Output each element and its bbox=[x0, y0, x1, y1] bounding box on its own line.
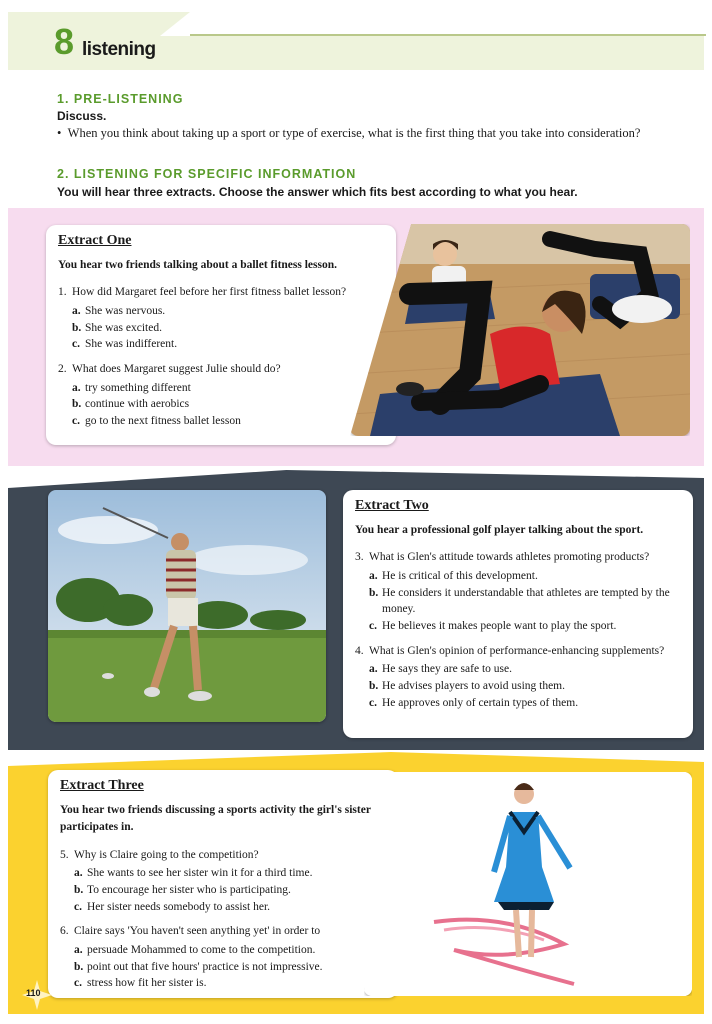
extract-two-intro: You hear a professional golf player talking about the sport. bbox=[355, 524, 644, 536]
option: b. point out that five hours' practice is not impressive. bbox=[74, 960, 323, 973]
header-cut bbox=[160, 12, 712, 36]
pre-listening-instruction: Discuss. bbox=[57, 109, 107, 123]
question: 1. How did Margaret feel before her first fitness ballet lesson? bbox=[58, 286, 347, 299]
bullet-dot-icon: • bbox=[57, 126, 68, 140]
option: a. He says they are safe to use. bbox=[369, 663, 512, 676]
extract-three-title: Extract Three bbox=[60, 778, 144, 793]
option: c. He approves only of certain types of them. bbox=[369, 696, 579, 709]
page-number-text: 110 bbox=[26, 988, 41, 998]
option: b. She was excited. bbox=[72, 321, 162, 334]
question: 2. What does Margaret suggest Julie should do? bbox=[58, 362, 281, 375]
rhythmic-gymnast-photo bbox=[364, 772, 692, 996]
pre-listening-bullet bbox=[57, 126, 640, 141]
extract-one-intro: You hear two friends talking about a ballet fitness lesson. bbox=[58, 259, 338, 271]
pre-listening-heading: 1. PRE-LISTENING bbox=[57, 92, 184, 106]
bullet-text: When you think about taking up a sport or type of exercise, what is the first thing that you take into consideration? bbox=[67, 126, 641, 140]
question: 5. Why is Claire going to the competition? bbox=[60, 848, 259, 861]
extract-three-intro: You hear two friends discussing a sports activity the girl's sister participates in. bbox=[60, 804, 371, 834]
header-line bbox=[190, 34, 706, 36]
question: 6. Claire says 'You haven't seen anything yet' in order to bbox=[60, 925, 321, 938]
option: c. She was indifferent. bbox=[72, 338, 178, 351]
option: a. persuade Mohammed to come to the competition. bbox=[74, 943, 316, 956]
option: b. He advises players to avoid using them. bbox=[369, 679, 566, 692]
option: c. Her sister needs somebody to assist her. bbox=[74, 900, 271, 913]
option: b. To encourage her sister who is participating. bbox=[74, 883, 291, 896]
option: c. stress how fit her sister is. bbox=[74, 977, 207, 990]
listening-instruction: You will hear three extracts. Choose the answer which fits best according to what you hear. bbox=[57, 185, 578, 199]
option: a. She wants to see her sister win it for a third time. bbox=[74, 867, 313, 880]
extract-two-title: Extract Two bbox=[355, 498, 429, 513]
option: c. He believes it makes people want to play the sport. bbox=[369, 619, 617, 632]
extract-one-card bbox=[46, 225, 396, 445]
unit-number: 8 bbox=[54, 21, 75, 62]
option: b. He considers it understandable that athletes are tempted by the money. bbox=[369, 586, 670, 616]
page-number bbox=[22, 980, 52, 1010]
option: a. He is critical of this development. bbox=[369, 569, 538, 582]
extract-two-card bbox=[343, 490, 693, 738]
extract-three-card bbox=[48, 770, 398, 998]
golf-player-photo bbox=[48, 490, 326, 722]
extract-one-title: Extract One bbox=[58, 233, 132, 248]
option: a. She was nervous. bbox=[72, 304, 166, 317]
question: 3. What is Glen's attitude towards athletes promoting products? bbox=[355, 551, 650, 564]
option: c. go to the next fitness ballet lesson bbox=[72, 414, 241, 427]
question: 4. What is Glen's opinion of performance-enhancing supplements? bbox=[355, 644, 665, 657]
unit-title: listening bbox=[82, 39, 156, 60]
listening-heading: 2. LISTENING FOR SPECIFIC INFORMATION bbox=[57, 167, 357, 181]
option: a. try something different bbox=[72, 381, 191, 394]
option: b. continue with aerobics bbox=[72, 398, 190, 411]
